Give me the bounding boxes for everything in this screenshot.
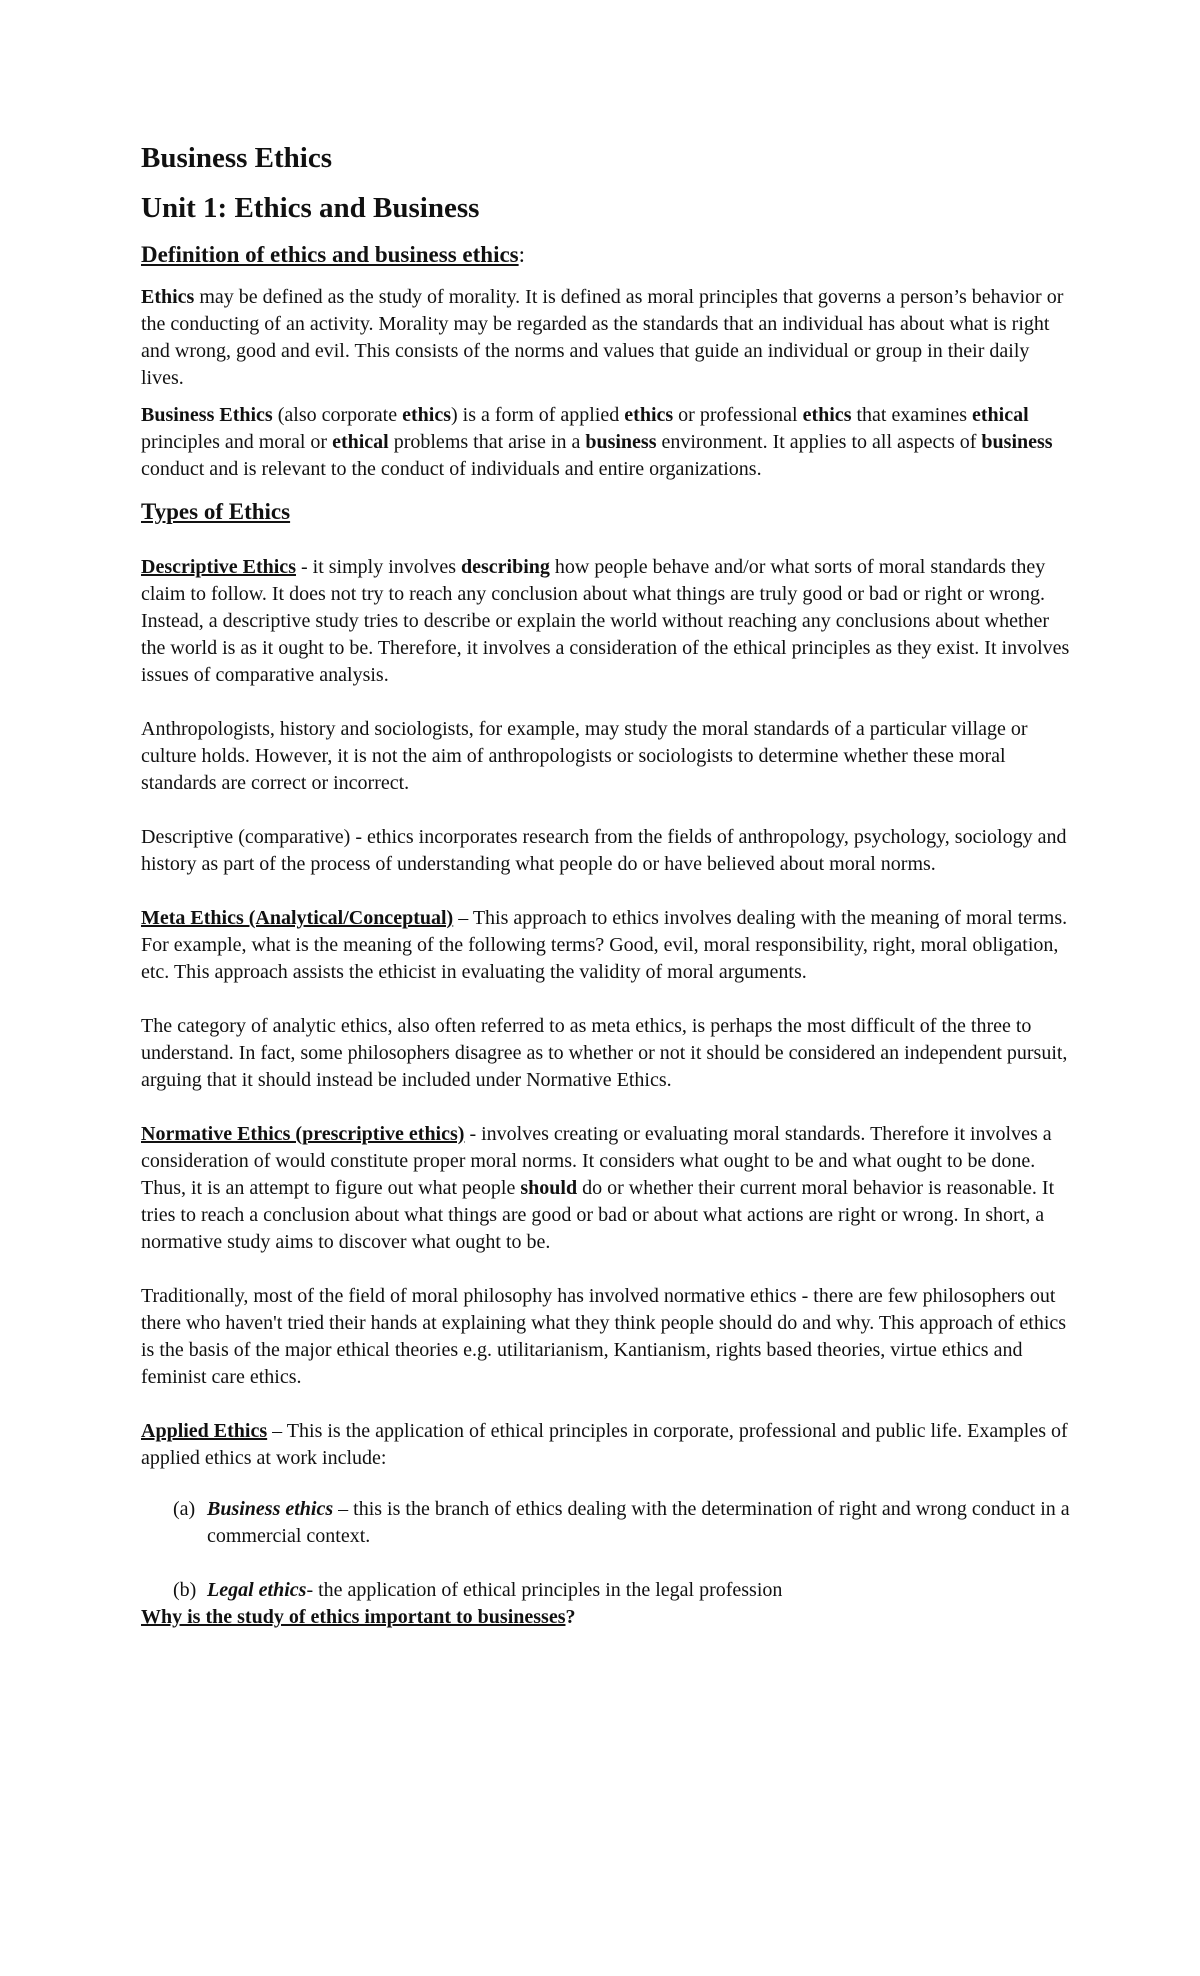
traditionally-paragraph: Traditionally, most of the field of moral philosophy has involved normative ethics - there are few philosophers out there who haven't tried their hands at explaining what they think people should do and why. This approach of ethics is the basis of the major ethical theories e.g. utilitarianism, Kantianism, rights based theories, virtue ethics and feminist care ethics.: [141, 1285, 1067, 1388]
list-item: [141, 1496, 1071, 1550]
types-heading-text: Types of Ethics: [141, 499, 291, 524]
business-ethics-text-6: problems that arise in a: [388, 431, 586, 453]
why-study-heading: [141, 1604, 1071, 1631]
why-study-heading-mark: ?: [565, 1606, 576, 1628]
list-item-text: - the application of ethical principles in the legal profession: [306, 1579, 783, 1601]
why-study-heading-text: Why is the study of ethics important to businesses: [141, 1606, 566, 1628]
meta-ethics-paragraph: [141, 905, 1071, 986]
list-item-term: Legal ethics: [207, 1579, 307, 1601]
list-item-term: Business ethics: [207, 1498, 334, 1520]
applied-ethics-text: – This is the application of ethical principles in corporate, professional and public life. Examples of applied ethics at work include:: [141, 1420, 1068, 1469]
applied-ethics-paragraph: [141, 1418, 1071, 1472]
ethics-term: Ethics: [141, 286, 195, 308]
business-ethics-paragraph: [141, 402, 1071, 483]
document-body: [141, 140, 1071, 1631]
business-ethics-bold-5: ethical: [332, 431, 389, 453]
business-ethics-text-8: conduct and is relevant to the conduct of individuals and entire organizations.: [141, 458, 762, 480]
normative-ethics-paragraph: [141, 1121, 1071, 1256]
business-ethics-text-5: principles and moral or: [141, 431, 333, 453]
definition-heading: [141, 240, 1071, 270]
business-ethics-text-4: that examines: [851, 404, 973, 426]
business-ethics-bold-6: business: [585, 431, 657, 453]
normative-bold-1: should: [520, 1177, 578, 1199]
applied-ethics-examples-list: [141, 1496, 1071, 1604]
business-ethics-text-1: (also corporate: [272, 404, 403, 426]
anthropologists-paragraph: Anthropologists, history and sociologists, for example, may study the moral standards of a particular village or culture holds. However, it is not the aim of anthropologists or sociologists to determine whether these moral standards are correct or incorrect.: [141, 718, 1028, 794]
list-marker: (b): [173, 1579, 197, 1601]
business-ethics-bold-2: ethics: [624, 404, 674, 426]
applied-ethics-term: Applied Ethics: [141, 1420, 268, 1442]
definition-heading-colon: :: [518, 242, 526, 267]
business-ethics-bold-1: ethics: [402, 404, 451, 426]
business-ethics-term: Business Ethics: [141, 404, 273, 426]
business-ethics-text-7: environment. It applies to all aspects of: [656, 431, 982, 453]
normative-text-2: do or whether their current moral behavior is reasonable. It tries to reach a conclusion about what things are good or bad or about what actions are right or wrong. In short, a normative study aims to discover what ought to be.: [141, 1177, 1055, 1253]
document-title: Business Ethics: [141, 142, 332, 174]
meta-ethics-term: Meta Ethics (Analytical/Conceptual): [141, 907, 454, 929]
list-item-body: [207, 1577, 1071, 1604]
analytic-ethics-paragraph: The category of analytic ethics, also often referred to as meta ethics, is perhaps the most difficult of the three to understand. In fact, some philosophers disagree as to whether or not it should be considered an independent pursuit, arguing that it should instead be included under Normative Ethics.: [141, 1015, 1068, 1091]
definition-heading-text: Definition of ethics and business ethics: [141, 242, 519, 267]
business-ethics-text-2: ) is a form of applied: [451, 404, 625, 426]
types-heading: [141, 497, 1071, 527]
descriptive-text-1: - it simply involves: [295, 556, 461, 578]
ethics-definition-text: may be defined as the study of morality. It is defined as moral principles that governs a person’s behavior or the conducting of an activity. Morality may be regarded as the standards that an individual has about what is right and wrong, good and evil. This consists of the norms and values that guide an individual or group in their daily lives.: [141, 286, 1064, 389]
list-marker: (a): [173, 1498, 196, 1520]
business-ethics-text-3: or professional: [673, 404, 803, 426]
normative-ethics-term: Normative Ethics (prescriptive ethics): [141, 1123, 465, 1145]
descriptive-comparative-paragraph: Descriptive (comparative) - ethics incorporates research from the fields of anthropology, psychology, sociology and history as part of the process of understanding what people do or have believed about moral norms.: [141, 826, 1067, 875]
ethics-definition-paragraph: [141, 284, 1071, 392]
business-ethics-bold-7: business: [981, 431, 1053, 453]
descriptive-text-2: how people behave and/or what sorts of moral standards they claim to follow. It does not try to reach any conclusion about what things are truly good or bad or right or wrong. Instead, a descriptive study tries to describe or explain the world without reaching any conclusions about whether the world is as it ought to be. Therefore, it involves a consideration of the ethical principles as they exist. It involves issues of comparative analysis.: [141, 556, 1070, 686]
list-item: [141, 1577, 1071, 1604]
list-item-text: – this is the branch of ethics dealing with the determination of right and wrong conduct in a commercial context.: [207, 1498, 1070, 1547]
normative-text-1: - involves creating or evaluating moral standards. Therefore it involves a consideration of would constitute proper moral norms. It considers what ought to be and what ought to be done. Thus, it is an attempt to figure out what people: [141, 1123, 1052, 1199]
descriptive-ethics-term: Descriptive Ethics: [141, 556, 296, 578]
list-item-body: [207, 1496, 1071, 1550]
descriptive-bold-1: describing: [460, 556, 550, 578]
descriptive-ethics-paragraph: [141, 554, 1071, 689]
meta-ethics-text: – This approach to ethics involves dealing with the meaning of moral terms. For example, what is the meaning of the following terms? Good, evil, moral responsibility, right, moral obligation, etc. This approach assists the ethicist in evaluating the validity of moral arguments.: [141, 907, 1068, 983]
business-ethics-bold-3: ethics: [802, 404, 852, 426]
unit-title: Unit 1: Ethics and Business: [141, 192, 480, 224]
business-ethics-bold-4: ethical: [972, 404, 1029, 426]
